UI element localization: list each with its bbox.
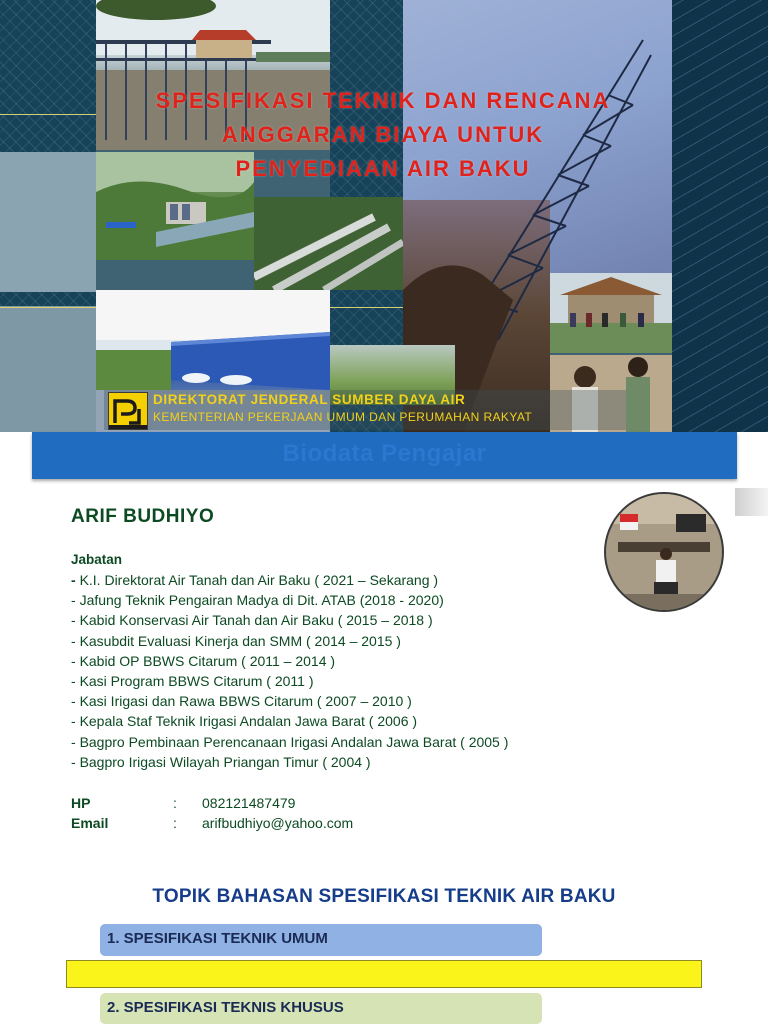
list-item: - Kasubdit Evaluasi Kinerja dan SMM ( 2014 – 2015 ) xyxy=(71,632,401,649)
jabatan-label: Jabatan xyxy=(71,552,123,567)
decorative-line xyxy=(0,307,96,308)
phone-label: HP xyxy=(71,795,91,811)
cover-title-line: PENYEDIAAN AIR BAKU xyxy=(235,156,531,181)
list-item: - Bagpro Irigasi Wilayah Priangan Timur ( 2004 ) xyxy=(71,753,371,770)
decorative-panel xyxy=(0,306,96,432)
jabatan-list xyxy=(71,570,508,772)
biodata-banner xyxy=(32,432,737,479)
cover-title-line: ANGGARAN BIAYA UNTUK xyxy=(221,122,545,147)
organization-name: DIREKTORAT JENDERAL SUMBER DAYA AIR xyxy=(153,392,466,407)
email-label: Email xyxy=(71,815,109,831)
list-item: - Kasi Program BBWS Citarum ( 2011 ) xyxy=(71,673,314,690)
decorative-stripe-right xyxy=(672,0,768,432)
list-item: - Kabid Konservasi Air Tanah dan Air Baku ( 2015 – 2018 ) xyxy=(71,612,433,629)
cover-slide xyxy=(0,0,768,432)
phone-value: 082121487479 xyxy=(202,795,296,811)
highlight-bar xyxy=(66,960,702,988)
separator: : xyxy=(173,815,177,831)
decorative-line xyxy=(0,114,96,115)
photo-gazebo-group xyxy=(550,273,672,353)
email-value: arifbudhiyo@yahoo.com xyxy=(202,815,354,831)
topic-item-label: 1. SPESIFIKASI TEKNIK UMUM xyxy=(107,930,328,947)
biodata-title: Biodata Pengajar xyxy=(282,440,487,467)
topic-item-label: 2. SPESIFIKASI TEKNIS KHUSUS xyxy=(107,999,344,1016)
ministry-name: KEMENTERIAN PEKERJAAN UMUM DAN PERUMAHAN RAKYAT xyxy=(153,410,533,424)
list-item: - Kabid OP BBWS Citarum ( 2011 – 2014 ) xyxy=(71,652,336,669)
list-item: - Jafung Teknik Pengairan Madya di Dit. ATAB (2018 - 2020) xyxy=(71,592,444,609)
decorative-tab xyxy=(735,488,768,516)
cover-title-line: SPESIFIKASI TEKNIK DAN RENCANA xyxy=(155,88,611,113)
list-item: - Kepala Staf Teknik Irigasi Andalan Jawa Barat ( 2006 ) xyxy=(71,713,418,730)
list-item: - Kasi Irigasi dan Rawa BBWS Citarum ( 2007 – 2010 ) xyxy=(71,693,412,710)
list-item: - K.I. Direktorat Air Tanah dan Air Baku ( 2021 – Sekarang ) xyxy=(71,572,439,588)
topic-item-special-spec xyxy=(100,993,542,1024)
separator: : xyxy=(173,795,177,811)
list-item: - Bagpro Pembinaan Perencanaan Irigasi Andalan Jawa Barat ( 2005 ) xyxy=(71,733,509,750)
topic-item-general-spec xyxy=(100,924,542,956)
pu-logo-icon xyxy=(108,392,148,430)
cover-title xyxy=(100,84,666,186)
decorative-panel xyxy=(0,152,96,292)
topik-title: TOPIK BAHASAN SPESIFIKASI TEKNIK AIR BAKU xyxy=(152,886,616,907)
photo-pipelines xyxy=(254,197,403,290)
decorative-line xyxy=(330,307,403,308)
avatar xyxy=(604,492,724,612)
instructor-name: ARIF BUDHIYO xyxy=(71,506,215,527)
